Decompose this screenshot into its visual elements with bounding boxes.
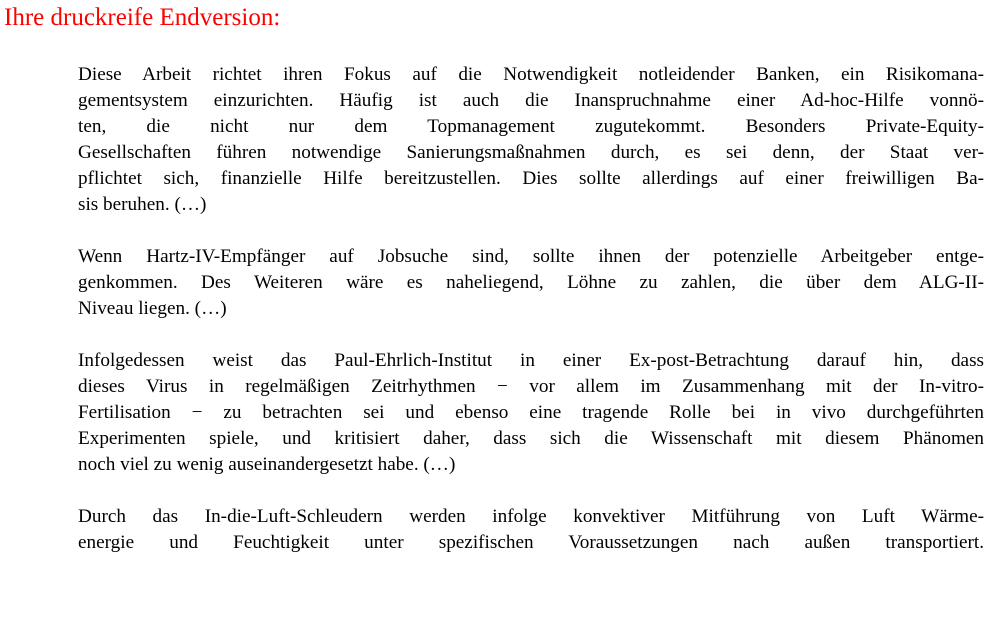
text-line: Wenn Hartz-IV-Empfänger auf Jobsuche sind, sollte ihnen der potenzielle Arbeitgeber entge- [78, 246, 984, 267]
text-line: Niveau liegen. (…) [78, 298, 227, 319]
page-heading: Ihre druckreife Endversion: [4, 4, 281, 31]
text-line: sis beruhen. (…) [78, 194, 207, 215]
text-line: Experimenten spiele, und kritisiert daher, dass sich die Wissenschaft mit diesem Phänomen [78, 428, 984, 449]
text-line: Fertilisation − zu betrachten sei und ebenso eine tragende Rolle bei in vivo durchgeführten [78, 402, 984, 423]
text-line: energie und Feuchtigkeit unter spezifischen Voraussetzungen nach außen transportiert. [78, 532, 984, 553]
text-line: dieses Virus in regelmäßigen Zeitrhythmen − vor allem im Zusammenhang mit der In-vitro- [78, 376, 984, 397]
text-line: genkommen. Des Weiteren wäre es naheliegend, Löhne zu zahlen, die über dem ALG-II- [78, 272, 984, 293]
paragraph-3 [78, 348, 984, 478]
text-line: ten, die nicht nur dem Topmanagement zugutekommt. Besonders Private-Equity- [78, 116, 984, 137]
text-line: Gesellschaften führen notwendige Sanierungsmaßnahmen durch, es sei denn, der Staat ver- [78, 142, 984, 163]
text-line: Durch das In-die-Luft-Schleudern werden infolge konvektiver Mitführung von Luft Wärme- [78, 506, 984, 527]
text-line: Diese Arbeit richtet ihren Fokus auf die Notwendigkeit notleidender Banken, ein Risikomana- [78, 64, 984, 85]
text-line: gementsystem einzurichten. Häufig ist auch die Inanspruchnahme einer Ad-hoc-Hilfe vonnö- [78, 90, 984, 111]
paragraph-4 [78, 504, 984, 556]
paragraph-2 [78, 244, 984, 322]
text-line: noch viel zu wenig auseinandergesetzt habe. (…) [78, 454, 456, 475]
text-line: pflichtet sich, finanzielle Hilfe bereitzustellen. Dies sollte allerdings auf einer freiwilligen Ba- [78, 168, 984, 189]
text-line: Infolgedessen weist das Paul-Ehrlich-Institut in einer Ex-post-Betrachtung darauf hin, dass [78, 350, 984, 371]
document-body [78, 62, 984, 582]
paragraph-1 [78, 62, 984, 218]
